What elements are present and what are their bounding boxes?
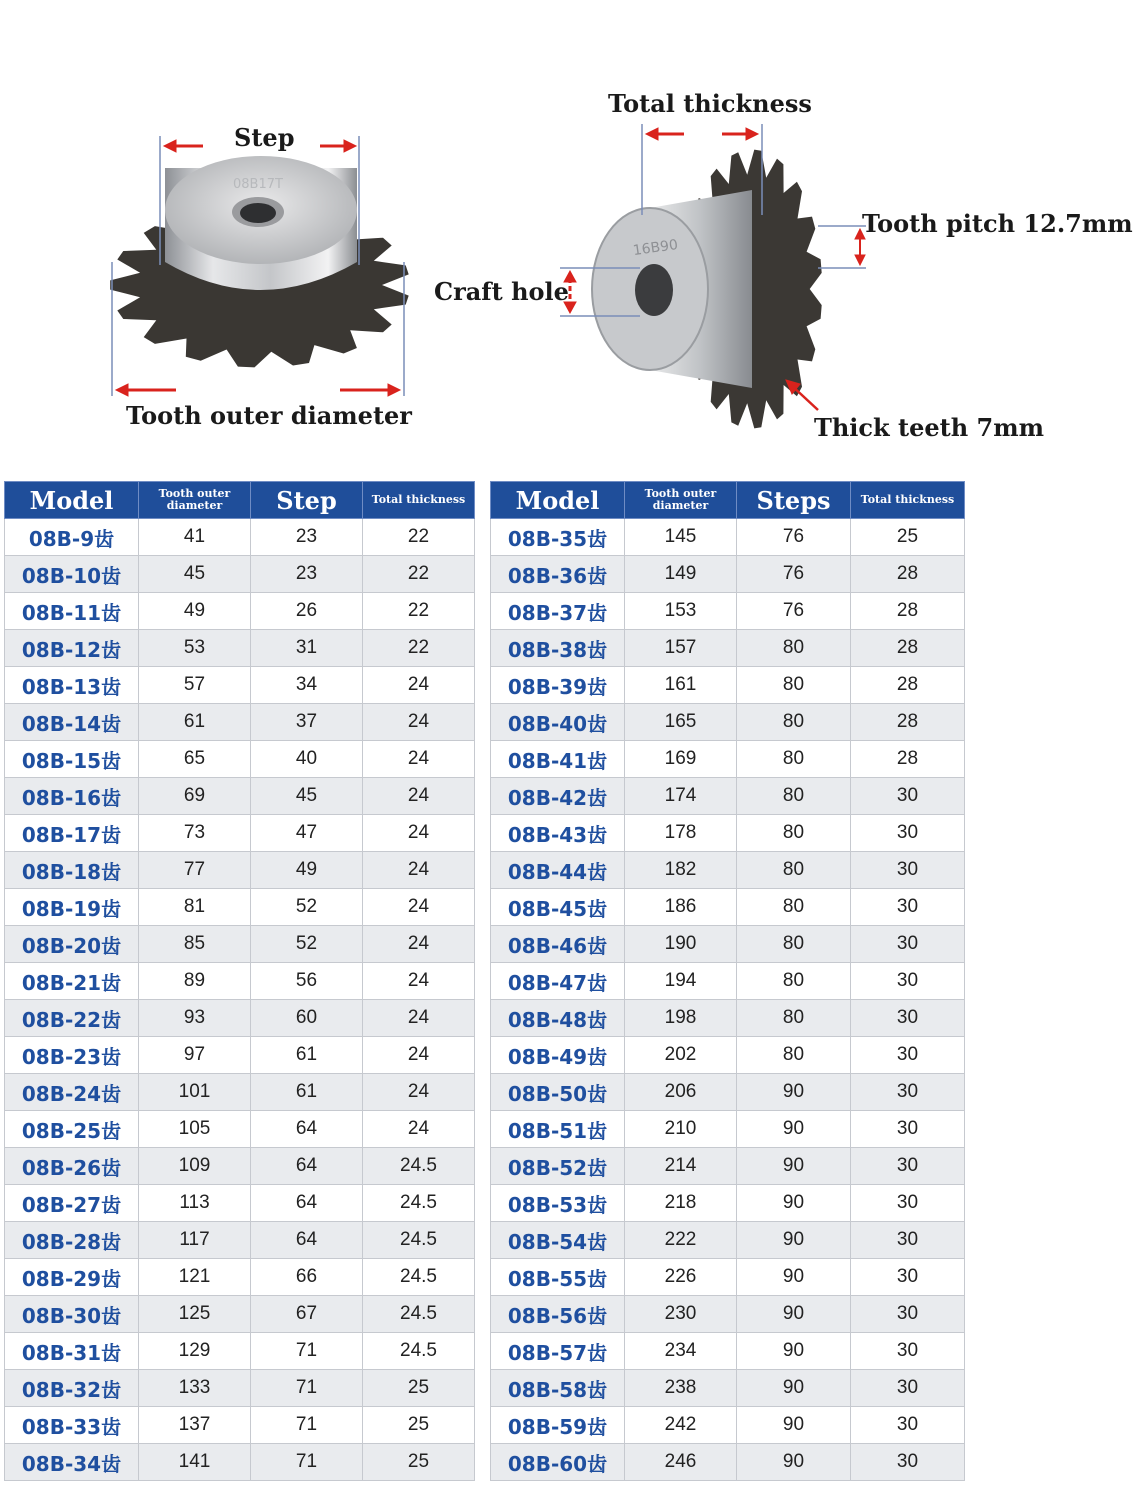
- thick-teeth-label: Thick teeth 7mm: [814, 413, 1045, 442]
- table-row: [491, 778, 965, 815]
- tooth-outer-diameter-cell: 109: [139, 1148, 251, 1185]
- table-row: [5, 1037, 475, 1074]
- table-row: [491, 1370, 965, 1407]
- model-cell: 08B-55齿: [491, 1259, 625, 1296]
- model-cell: 08B-49齿: [491, 1037, 625, 1074]
- total-thickness-cell: 30: [851, 1222, 965, 1259]
- total-thickness-cell: 28: [851, 630, 965, 667]
- total-thickness-cell: 24: [363, 852, 475, 889]
- total-thickness-cell: 24.5: [363, 1333, 475, 1370]
- model-cell: 08B-48齿: [491, 1000, 625, 1037]
- total-thickness-cell: 30: [851, 1148, 965, 1185]
- tooth-outer-diameter-cell: 165: [625, 704, 737, 741]
- step-cell: 90: [737, 1296, 851, 1333]
- tooth-outer-diameter-cell: 198: [625, 1000, 737, 1037]
- step-cell: 90: [737, 1148, 851, 1185]
- table-row: [5, 1444, 475, 1481]
- total-thickness-cell: 30: [851, 778, 965, 815]
- step-cell: 90: [737, 1185, 851, 1222]
- total-thickness-cell: 25: [363, 1444, 475, 1481]
- model-cell: 08B-50齿: [491, 1074, 625, 1111]
- hub-engraving-front: 08B17T: [233, 177, 283, 192]
- table-row: [5, 1111, 475, 1148]
- table-row: [5, 741, 475, 778]
- total-thickness-cell: 24: [363, 963, 475, 1000]
- step-cell: 80: [737, 1000, 851, 1037]
- total-thickness-cell: 24: [363, 741, 475, 778]
- table-row: [491, 1333, 965, 1370]
- tooth-outer-diameter-cell: 238: [625, 1370, 737, 1407]
- total-thickness-cell: 30: [851, 889, 965, 926]
- step-cell: 64: [251, 1185, 363, 1222]
- step-cell: 80: [737, 704, 851, 741]
- step-cell: 80: [737, 889, 851, 926]
- table-row: [491, 1148, 965, 1185]
- step-cell: 37: [251, 704, 363, 741]
- table-row: [491, 1259, 965, 1296]
- model-cell: 08B-9齿: [5, 519, 139, 556]
- step-cell: 71: [251, 1370, 363, 1407]
- step-cell: 64: [251, 1111, 363, 1148]
- total-thickness-cell: 24.5: [363, 1222, 475, 1259]
- sprocket-side-view: [592, 150, 822, 429]
- model-cell: 08B-27齿: [5, 1185, 139, 1222]
- step-cell: 23: [251, 556, 363, 593]
- tooth-outer-diameter-cell: 49: [139, 593, 251, 630]
- model-cell: 08B-22齿: [5, 1000, 139, 1037]
- column-header-step: Step: [251, 482, 363, 519]
- table-header-row: [5, 482, 475, 519]
- table-row: [5, 593, 475, 630]
- table-row: [491, 593, 965, 630]
- total-thickness-cell: 30: [851, 1444, 965, 1481]
- model-cell: 08B-60齿: [491, 1444, 625, 1481]
- model-cell: 08B-51齿: [491, 1111, 625, 1148]
- bore-hole: [240, 203, 276, 223]
- total-thickness-cell: 30: [851, 1111, 965, 1148]
- step-cell: 64: [251, 1148, 363, 1185]
- model-cell: 08B-34齿: [5, 1444, 139, 1481]
- total-thickness-cell: 30: [851, 1259, 965, 1296]
- model-cell: 08B-39齿: [491, 667, 625, 704]
- total-thickness-cell: 30: [851, 1037, 965, 1074]
- tooth-outer-diameter-cell: 178: [625, 815, 737, 852]
- tooth-outer-diameter-cell: 230: [625, 1296, 737, 1333]
- table-row: [5, 852, 475, 889]
- tooth-outer-diameter-cell: 145: [625, 519, 737, 556]
- model-cell: 08B-21齿: [5, 963, 139, 1000]
- table-row: [491, 1296, 965, 1333]
- model-cell: 08B-14齿: [5, 704, 139, 741]
- total-thickness-cell: 25: [851, 519, 965, 556]
- total-thickness-cell: 22: [363, 519, 475, 556]
- step-cell: 49: [251, 852, 363, 889]
- table-row: [5, 556, 475, 593]
- tooth-outer-diameter-cell: 242: [625, 1407, 737, 1444]
- tooth-outer-diameter-cell: 137: [139, 1407, 251, 1444]
- tooth-outer-diameter-cell: 186: [625, 889, 737, 926]
- table-row: [491, 1185, 965, 1222]
- tooth-outer-diameter-cell: 206: [625, 1074, 737, 1111]
- tooth-outer-diameter-cell: 85: [139, 926, 251, 963]
- spec-table-left: [4, 481, 475, 1481]
- table-row: [491, 741, 965, 778]
- step-cell: 76: [737, 593, 851, 630]
- model-cell: 08B-53齿: [491, 1185, 625, 1222]
- tooth-outer-diameter-label: Tooth outer diameter: [126, 401, 412, 430]
- spec-table-right-body: [491, 519, 965, 1481]
- table-row: [5, 778, 475, 815]
- model-cell: 08B-23齿: [5, 1037, 139, 1074]
- table-header-row: [491, 482, 965, 519]
- table-row: [491, 815, 965, 852]
- model-cell: 08B-47齿: [491, 963, 625, 1000]
- tooth-outer-diameter-cell: 226: [625, 1259, 737, 1296]
- total-thickness-cell: 30: [851, 1407, 965, 1444]
- table-row: [491, 889, 965, 926]
- tooth-outer-diameter-cell: 190: [625, 926, 737, 963]
- model-cell: 08B-25齿: [5, 1111, 139, 1148]
- step-cell: 71: [251, 1444, 363, 1481]
- column-header-model: Model: [491, 482, 625, 519]
- tooth-outer-diameter-cell: 218: [625, 1185, 737, 1222]
- tooth-outer-diameter-cell: 125: [139, 1296, 251, 1333]
- step-cell: 90: [737, 1370, 851, 1407]
- total-thickness-cell: 28: [851, 704, 965, 741]
- table-row: [5, 1000, 475, 1037]
- table-row: [491, 1407, 965, 1444]
- total-thickness-cell: 30: [851, 1370, 965, 1407]
- step-cell: 76: [737, 556, 851, 593]
- step-cell: 61: [251, 1074, 363, 1111]
- model-cell: 08B-20齿: [5, 926, 139, 963]
- model-cell: 08B-28齿: [5, 1222, 139, 1259]
- spec-table-left-body: [5, 519, 475, 1481]
- step-cell: 80: [737, 963, 851, 1000]
- tooth-pitch-label: Tooth pitch 12.7mm: [862, 209, 1133, 238]
- model-cell: 08B-26齿: [5, 1148, 139, 1185]
- tooth-outer-diameter-cell: 210: [625, 1111, 737, 1148]
- tooth-outer-diameter-cell: 169: [625, 741, 737, 778]
- model-cell: 08B-15齿: [5, 741, 139, 778]
- table-row: [491, 556, 965, 593]
- total-thickness-label: Total thickness: [608, 89, 812, 118]
- table-row: [491, 1037, 965, 1074]
- total-thickness-cell: 28: [851, 593, 965, 630]
- model-cell: 08B-43齿: [491, 815, 625, 852]
- tooth-outer-diameter-cell: 157: [625, 630, 737, 667]
- tooth-outer-diameter-cell: 246: [625, 1444, 737, 1481]
- step-cell: 52: [251, 926, 363, 963]
- table-row: [491, 1444, 965, 1481]
- tooth-outer-diameter-cell: 113: [139, 1185, 251, 1222]
- model-cell: 08B-10齿: [5, 556, 139, 593]
- table-row: [5, 1185, 475, 1222]
- table-row: [491, 519, 965, 556]
- model-cell: 08B-24齿: [5, 1074, 139, 1111]
- tooth-outer-diameter-cell: 161: [625, 667, 737, 704]
- total-thickness-cell: 24: [363, 778, 475, 815]
- table-row: [5, 519, 475, 556]
- total-thickness-cell: 30: [851, 1333, 965, 1370]
- total-thickness-cell: 28: [851, 556, 965, 593]
- tooth-outer-diameter-cell: 129: [139, 1333, 251, 1370]
- step-cell: 23: [251, 519, 363, 556]
- table-row: [5, 1296, 475, 1333]
- total-thickness-cell: 24: [363, 889, 475, 926]
- spec-table-right: [490, 481, 965, 1481]
- total-thickness-cell: 24: [363, 926, 475, 963]
- total-thickness-cell: 24.5: [363, 1259, 475, 1296]
- table-row: [5, 1370, 475, 1407]
- table-row: [5, 630, 475, 667]
- step-cell: 64: [251, 1222, 363, 1259]
- step-cell: 90: [737, 1222, 851, 1259]
- tooth-outer-diameter-cell: 45: [139, 556, 251, 593]
- tooth-outer-diameter-cell: 214: [625, 1148, 737, 1185]
- tooth-outer-diameter-cell: 69: [139, 778, 251, 815]
- tooth-outer-diameter-cell: 149: [625, 556, 737, 593]
- total-thickness-cell: 22: [363, 630, 475, 667]
- table-row: [5, 1148, 475, 1185]
- step-cell: 66: [251, 1259, 363, 1296]
- tooth-outer-diameter-cell: 174: [625, 778, 737, 815]
- total-thickness-cell: 22: [363, 556, 475, 593]
- table-row: [491, 926, 965, 963]
- model-cell: 08B-16齿: [5, 778, 139, 815]
- column-header-total-thickness: Total thickness: [851, 482, 965, 519]
- step-cell: 80: [737, 926, 851, 963]
- hub-engraving-side: 16B90: [631, 236, 679, 260]
- tooth-outer-diameter-cell: 89: [139, 963, 251, 1000]
- table-row: [5, 1407, 475, 1444]
- craft-hole-label: Craft hole: [434, 277, 569, 306]
- step-cell: 90: [737, 1407, 851, 1444]
- total-thickness-cell: 30: [851, 815, 965, 852]
- sprocket-front-view: [110, 156, 409, 367]
- model-cell: 08B-57齿: [491, 1333, 625, 1370]
- step-cell: 40: [251, 741, 363, 778]
- model-cell: 08B-32齿: [5, 1370, 139, 1407]
- step-cell: 90: [737, 1074, 851, 1111]
- column-header-tooth-outer-diameter: Tooth outer diameter: [139, 482, 251, 519]
- step-cell: 47: [251, 815, 363, 852]
- tooth-outer-diameter-cell: 57: [139, 667, 251, 704]
- step-label: Step: [234, 123, 295, 152]
- tooth-outer-diameter-cell: 65: [139, 741, 251, 778]
- step-cell: 61: [251, 1037, 363, 1074]
- tooth-outer-diameter-cell: 41: [139, 519, 251, 556]
- total-thickness-cell: 24: [363, 667, 475, 704]
- total-thickness-cell: 24.5: [363, 1148, 475, 1185]
- model-cell: 08B-13齿: [5, 667, 139, 704]
- step-cell: 52: [251, 889, 363, 926]
- model-cell: 08B-33齿: [5, 1407, 139, 1444]
- tooth-outer-diameter-cell: 93: [139, 1000, 251, 1037]
- tooth-outer-diameter-cell: 133: [139, 1370, 251, 1407]
- total-thickness-cell: 30: [851, 1296, 965, 1333]
- table-row: [5, 704, 475, 741]
- tooth-outer-diameter-cell: 121: [139, 1259, 251, 1296]
- table-row: [491, 963, 965, 1000]
- step-cell: 90: [737, 1333, 851, 1370]
- step-cell: 71: [251, 1333, 363, 1370]
- model-cell: 08B-54齿: [491, 1222, 625, 1259]
- total-thickness-cell: 30: [851, 926, 965, 963]
- tooth-outer-diameter-cell: 61: [139, 704, 251, 741]
- model-cell: 08B-41齿: [491, 741, 625, 778]
- column-header-model: Model: [5, 482, 139, 519]
- model-cell: 08B-19齿: [5, 889, 139, 926]
- model-cell: 08B-11齿: [5, 593, 139, 630]
- table-row: [491, 1000, 965, 1037]
- column-header-steps: Steps: [737, 482, 851, 519]
- total-thickness-cell: 28: [851, 667, 965, 704]
- model-cell: 08B-52齿: [491, 1148, 625, 1185]
- tooth-outer-diameter-cell: 53: [139, 630, 251, 667]
- tooth-outer-diameter-cell: 182: [625, 852, 737, 889]
- table-row: [5, 889, 475, 926]
- model-cell: 08B-42齿: [491, 778, 625, 815]
- table-row: [5, 1333, 475, 1370]
- step-cell: 80: [737, 1037, 851, 1074]
- total-thickness-cell: 25: [363, 1370, 475, 1407]
- tooth-outer-diameter-cell: 105: [139, 1111, 251, 1148]
- table-row: [5, 926, 475, 963]
- tooth-outer-diameter-cell: 202: [625, 1037, 737, 1074]
- total-thickness-cell: 24: [363, 1111, 475, 1148]
- table-row: [491, 704, 965, 741]
- tooth-pitch-dimension: [818, 226, 866, 268]
- table-row: [491, 852, 965, 889]
- total-thickness-cell: 30: [851, 1000, 965, 1037]
- column-header-total-thickness: Total thickness: [363, 482, 475, 519]
- table-row: [491, 1222, 965, 1259]
- step-cell: 80: [737, 815, 851, 852]
- step-cell: 80: [737, 741, 851, 778]
- step-cell: 90: [737, 1259, 851, 1296]
- table-row: [491, 1074, 965, 1111]
- tooth-outer-diameter-cell: 101: [139, 1074, 251, 1111]
- model-cell: 08B-38齿: [491, 630, 625, 667]
- tooth-outer-diameter-cell: 73: [139, 815, 251, 852]
- table-row: [5, 667, 475, 704]
- side-bore-hole: [635, 264, 673, 316]
- total-thickness-cell: 30: [851, 1185, 965, 1222]
- total-thickness-cell: 25: [363, 1407, 475, 1444]
- step-cell: 76: [737, 519, 851, 556]
- total-thickness-cell: 24: [363, 815, 475, 852]
- tooth-outer-diameter-cell: 117: [139, 1222, 251, 1259]
- model-cell: 08B-12齿: [5, 630, 139, 667]
- model-cell: 08B-58齿: [491, 1370, 625, 1407]
- step-cell: 80: [737, 667, 851, 704]
- total-thickness-cell: 24: [363, 1000, 475, 1037]
- model-cell: 08B-31齿: [5, 1333, 139, 1370]
- spec-tables: [4, 481, 962, 1483]
- model-cell: 08B-44齿: [491, 852, 625, 889]
- step-cell: 34: [251, 667, 363, 704]
- model-cell: 08B-17齿: [5, 815, 139, 852]
- model-cell: 08B-36齿: [491, 556, 625, 593]
- total-thickness-cell: 24.5: [363, 1296, 475, 1333]
- total-thickness-cell: 28: [851, 741, 965, 778]
- table-row: [491, 667, 965, 704]
- table-row: [5, 1259, 475, 1296]
- sprocket-illustration: [0, 0, 1133, 480]
- total-thickness-cell: 24: [363, 1037, 475, 1074]
- step-cell: 90: [737, 1444, 851, 1481]
- column-header-tooth-outer-diameter: Tooth outer diameter: [625, 482, 737, 519]
- total-thickness-cell: 30: [851, 852, 965, 889]
- table-row: [491, 630, 965, 667]
- table-row: [5, 1074, 475, 1111]
- table-row: [5, 963, 475, 1000]
- step-cell: 60: [251, 1000, 363, 1037]
- tooth-outer-diameter-cell: 194: [625, 963, 737, 1000]
- model-cell: 08B-45齿: [491, 889, 625, 926]
- total-thickness-cell: 24.5: [363, 1185, 475, 1222]
- step-cell: 67: [251, 1296, 363, 1333]
- total-thickness-cell: 30: [851, 1074, 965, 1111]
- model-cell: 08B-40齿: [491, 704, 625, 741]
- tooth-outer-diameter-cell: 141: [139, 1444, 251, 1481]
- total-thickness-cell: 22: [363, 593, 475, 630]
- tooth-outer-diameter-cell: 153: [625, 593, 737, 630]
- tooth-outer-diameter-cell: 81: [139, 889, 251, 926]
- tooth-outer-diameter-cell: 234: [625, 1333, 737, 1370]
- table-row: [5, 815, 475, 852]
- tooth-outer-diameter-cell: 222: [625, 1222, 737, 1259]
- step-cell: 90: [737, 1111, 851, 1148]
- table-row: [5, 1222, 475, 1259]
- step-cell: 31: [251, 630, 363, 667]
- model-cell: 08B-37齿: [491, 593, 625, 630]
- total-thickness-cell: 24: [363, 704, 475, 741]
- tooth-outer-diameter-cell: 77: [139, 852, 251, 889]
- total-thickness-cell: 30: [851, 963, 965, 1000]
- model-cell: 08B-56齿: [491, 1296, 625, 1333]
- model-cell: 08B-29齿: [5, 1259, 139, 1296]
- step-cell: 80: [737, 778, 851, 815]
- step-cell: 80: [737, 630, 851, 667]
- table-row: [491, 1111, 965, 1148]
- tooth-outer-diameter-cell: 97: [139, 1037, 251, 1074]
- step-cell: 80: [737, 852, 851, 889]
- total-thickness-cell: 24: [363, 1074, 475, 1111]
- model-cell: 08B-30齿: [5, 1296, 139, 1333]
- step-cell: 56: [251, 963, 363, 1000]
- model-cell: 08B-35齿: [491, 519, 625, 556]
- step-cell: 45: [251, 778, 363, 815]
- model-cell: 08B-46齿: [491, 926, 625, 963]
- step-cell: 26: [251, 593, 363, 630]
- step-cell: 71: [251, 1407, 363, 1444]
- model-cell: 08B-59齿: [491, 1407, 625, 1444]
- thick-teeth-dimension: [786, 380, 818, 410]
- model-cell: 08B-18齿: [5, 852, 139, 889]
